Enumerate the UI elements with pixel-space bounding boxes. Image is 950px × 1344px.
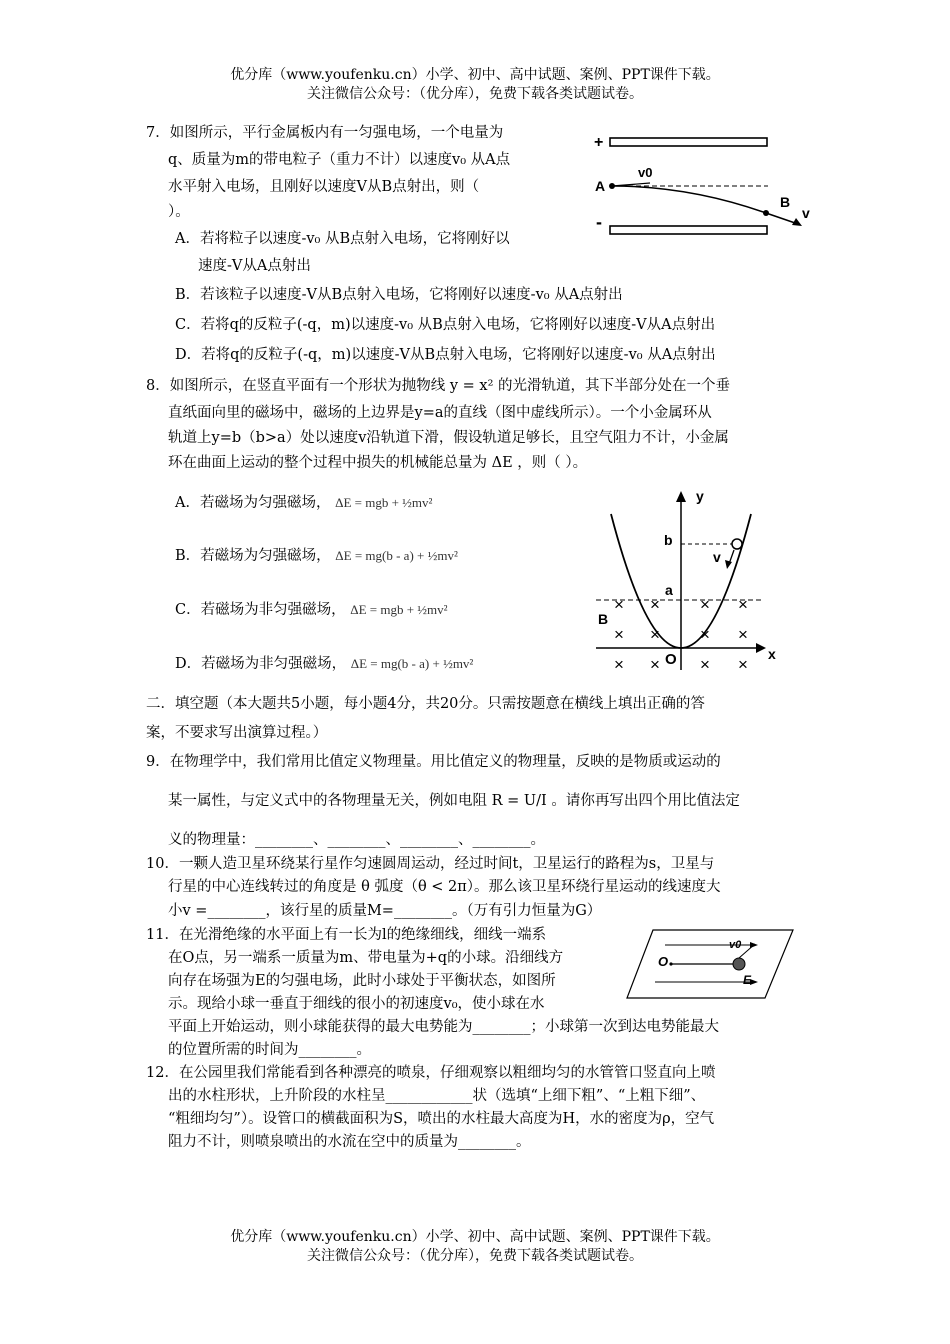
- field-cross: ×: [650, 625, 660, 644]
- q11-line-4: 示。现给小球一垂直于细线的很小的初速度v₀，使小球在水: [168, 996, 545, 1012]
- footer-line-2: 关注微信公众号：（优分库），免费下载各类试题试卷。: [307, 1248, 643, 1264]
- bottom-plate: [610, 226, 767, 234]
- field-cross: ×: [738, 595, 748, 614]
- plus-sign: +: [594, 134, 604, 151]
- section-2-line-2: 案，不要求写出演算过程。）: [146, 725, 328, 741]
- x-axis-arrowhead: [756, 643, 766, 653]
- q8-line-4: 环在曲面上运动的整个过程中损失的机械能总量为 ΔE ，则（ ）。: [168, 455, 588, 471]
- header-line-2: 关注微信公众号：（优分库），免费下载各类试题试卷。: [307, 86, 643, 102]
- q10-line-1: 10．一颗人造卫星环绕某行星作匀速圆周运动，经过时间t，卫星运行的路程为s，卫星与: [146, 856, 715, 872]
- q12-line-4: 阻力不计，则喷泉喷出的水流在空中的质量为________。: [168, 1134, 531, 1150]
- q8-option-a-formula: ΔE = mgb + ½mv²: [335, 495, 433, 510]
- q7-line-2: q、质量为m的带电粒子（重力不计）以速度v₀ 从A点: [168, 152, 511, 168]
- field-cross: ×: [738, 625, 748, 644]
- section-2-line-1: 二．填空题（本大题共5小题，每小题4分，共20分。只需按题意在横线上填出正确的答: [146, 696, 705, 712]
- label-a: a: [665, 582, 673, 598]
- label-e: E: [743, 973, 752, 987]
- label-o: O: [658, 954, 669, 969]
- q8-option-b-formula: ΔE = mg(b - a) + ½mv²: [335, 548, 458, 563]
- q8-option-c-label: C．若磁场为非匀强磁场，: [175, 602, 346, 618]
- q7-line-4: ）。: [168, 204, 190, 220]
- label-v0: v0: [638, 165, 653, 180]
- q7-option-c: C．若将q的反粒子(-q，m)以速度-v₀ 从B点射入电场，它将刚好以速度-V从A点射出: [175, 317, 716, 333]
- q8-line-3: 轨道上y=b（b>a）处以速度v沿轨道下滑，假设轨道足够长，且空气阻力不计，小金属: [168, 430, 729, 446]
- field-cross: ×: [700, 655, 710, 674]
- q7-line-3: 水平射入电场，且刚好以速度V从B点射出，则（: [168, 179, 480, 195]
- header-line-1: 优分库（www.youfenku.cn）小学、初中、高中试题、案例、PPT课件下载。: [230, 67, 720, 83]
- q12-line-1: 12．在公园里我们常能看到各种漂亮的喷泉，仔细观察以粗细均匀的水管管口竖直向上喷: [146, 1065, 716, 1081]
- v-arrow: [766, 213, 798, 224]
- q8-option-c-formula: ΔE = mgb + ½mv²: [350, 602, 448, 617]
- q8-line-2: 直纸面向里的磁场中，磁场的上边界是y=a的直线（图中虚线所示）。一个小金属环从: [168, 405, 712, 421]
- field-cross: ×: [614, 595, 624, 614]
- q8-line-1: 8．如图所示，在竖直平面有一个形状为抛物线 y = x² 的光滑轨道，其下半部分处在一个垂: [146, 378, 730, 394]
- field-cross: ×: [650, 595, 660, 614]
- field-cross: ×: [738, 655, 748, 674]
- q10-line-3: 小v =________，该行星的质量M=________。（万有引力恒量为G）: [168, 903, 602, 919]
- field-cross: ×: [700, 595, 710, 614]
- q10-line-2: 行星的中心连线转过的角度是 θ 弧度（θ < 2π）。那么该卫星环绕行星运动的线速度大: [168, 879, 721, 895]
- q12-line-3: “粗细均匀”）。设管口的横截面积为S，喷出的水柱最大高度为H，水的密度为ρ，空气: [168, 1111, 715, 1127]
- charged-ball: [733, 958, 745, 970]
- field-cross: ×: [650, 655, 660, 674]
- q11-line-3: 向存在场强为E的匀强电场，此时小球处于平衡状态，如图所: [168, 973, 556, 989]
- q9-line-2: 某一属性，与定义式中的各物理量无关，例如电阻 R = U/I 。请你再写出四个用比值法定: [168, 793, 740, 809]
- q8-option-d-formula: ΔE = mg(b - a) + ½mv²: [350, 656, 474, 671]
- q11-line-6: 的位置所需的时间为________。: [168, 1042, 371, 1058]
- pivot-point: [669, 962, 672, 965]
- q8-option-a-label: A．若磁场为匀强磁场，: [175, 495, 331, 511]
- y-axis-label: y: [696, 488, 704, 504]
- q8-option-d: [175, 654, 473, 674]
- point-a: [609, 183, 615, 189]
- q9-line-3: 义的物理量：________、________、________、________。: [168, 832, 545, 848]
- q7-option-a-1: A．若将粒子以速度-v₀ 从B点射入电场，它将刚好以: [175, 231, 510, 247]
- x-axis-label: x: [768, 646, 776, 662]
- q8-option-a: [175, 493, 432, 513]
- q9-line-1: 9．在物理学中，我们常用比值定义物理量。用比值定义的物理量，反映的是物质或运动的: [146, 754, 721, 770]
- q8-option-b: [175, 546, 458, 566]
- ring-velocity-arrowhead: [725, 560, 732, 569]
- field-cross: ×: [614, 655, 624, 674]
- q7-option-b: B．若该粒子以速度-V从B点射入电场，它将刚好以速度-v₀ 从A点射出: [175, 287, 623, 303]
- q7-line-1: 7．如图所示，平行金属板内有一匀强电场，一个电量为: [146, 125, 504, 141]
- label-b: b: [664, 532, 673, 548]
- q11-line-5: 平面上开始运动，则小球能获得的最大电势能为________；小球第一次到达电势能最大: [168, 1019, 719, 1035]
- q7-option-d: D．若将q的反粒子(-q，m)以速度-V从B点射入电场，它将刚好以速度-v₀ 从A点射出: [175, 347, 716, 363]
- footer-line-1: 优分库（www.youfenku.cn）小学、初中、高中试题、案例、PPT课件下载。: [230, 1229, 720, 1245]
- q8-option-d-label: D．若磁场为非匀强磁场，: [175, 656, 347, 672]
- y-axis-arrowhead: [676, 491, 686, 502]
- q11-figure: [625, 928, 795, 1000]
- label-origin: O: [665, 651, 677, 668]
- q8-figure: [592, 488, 792, 678]
- field-cross: ×: [700, 625, 710, 644]
- label-a: A: [595, 178, 606, 194]
- label-b: B: [780, 194, 791, 210]
- q11-line-2: 在O点，另一端系一质量为m、带电量为+q的小球。沿细线方: [168, 950, 564, 966]
- label-v0: v0: [729, 939, 742, 951]
- top-plate: [610, 138, 767, 146]
- q11-line-1: 11．在光滑绝缘的水平面上有一长为l的绝缘细线，细线一端系: [146, 927, 547, 943]
- label-velocity: v: [713, 549, 721, 565]
- minus-sign: -: [596, 212, 602, 232]
- q7-option-a-2: 速度-V从A点射出: [198, 258, 311, 274]
- label-v: v: [802, 205, 810, 221]
- q12-line-2: 出的水柱形状，上升阶段的水柱呈____________状（选填“上细下粗”、“上粗下细”、: [168, 1088, 706, 1104]
- q8-option-c: [175, 600, 448, 620]
- trajectory: [612, 186, 766, 213]
- q8-option-b-label: B．若磁场为匀强磁场，: [175, 548, 331, 564]
- metal-ring: [732, 539, 742, 549]
- label-magnetic-field: B: [598, 611, 609, 627]
- field-cross: ×: [614, 625, 624, 644]
- q7-figure: [590, 125, 820, 250]
